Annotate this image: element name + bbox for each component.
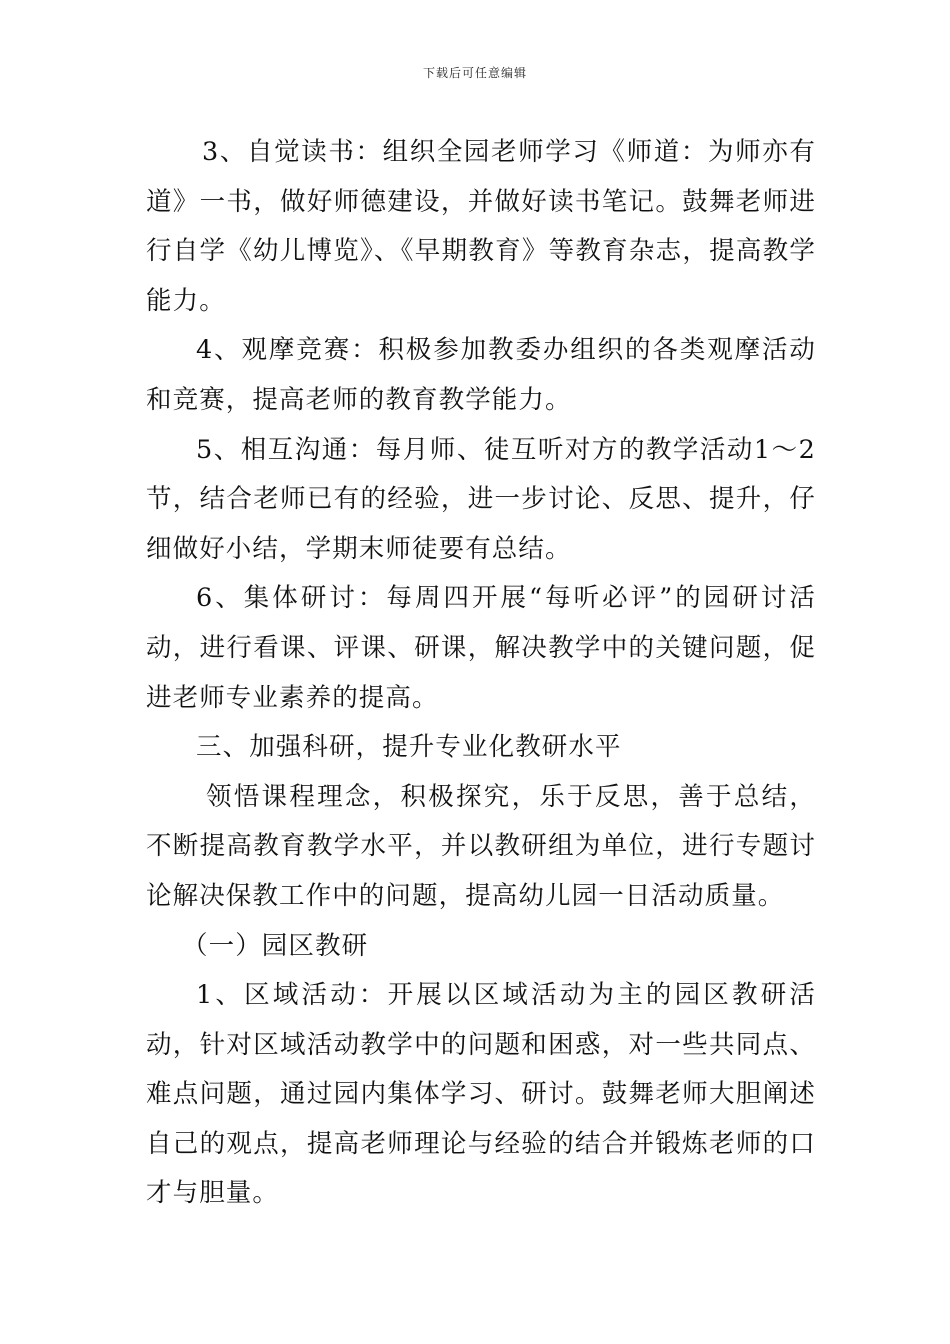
paragraph-observation: 4、观摩竞赛：积极参加教委办组织的各类观摩活动和竞赛，提高老师的教育教学能力。 <box>146 335 816 415</box>
document-body <box>146 128 816 1219</box>
paragraph-reading: 3、自觉读书：组织全园老师学习《师道：为师亦有道》一书，做好师德建设，并做好读书笔记。鼓舞老师进行自学《幼儿博览》、《早期教育》等教育杂志，提高教学能力。 <box>146 137 816 316</box>
paragraph-research-intro: 领悟课程理念，积极探究，乐于反思，善于总结，不断提高教育教学水平，并以教研组为单位，进行专题讨论解决保教工作中的问题，提高幼儿园一日活动质量。 <box>146 781 816 911</box>
paragraph-group-research: 6、集体研讨：每周四开展“每听必评”的园研讨活动，进行看课、评课、研课，解决教学中的关键问题，促进老师专业素养的提高。 <box>146 583 816 713</box>
subsection-heading-campus: （一）园区教研 <box>182 930 369 961</box>
section-heading-research: 三、加强科研，提升专业化教研水平 <box>196 732 622 763</box>
paragraph-area-activity: 1、区域活动：开展以区域活动为主的园区教研活动，针对区域活动教学中的问题和困惑，对一些共同点、难点问题，通过园内集体学习、研讨。鼓舞老师大胆阐述自己的观点，提高老师理论与经验的结合并锻炼老师的口才与胆量。 <box>146 980 816 1209</box>
paragraph-communication: 5、相互沟通：每月师、徒互听对方的教学活动1～2节，结合老师已有的经验，进一步讨论、反思、提升，仔细做好小结，学期末师徒要有总结。 <box>146 434 816 564</box>
page-header-note: 下载后可任意编辑 <box>422 66 527 80</box>
